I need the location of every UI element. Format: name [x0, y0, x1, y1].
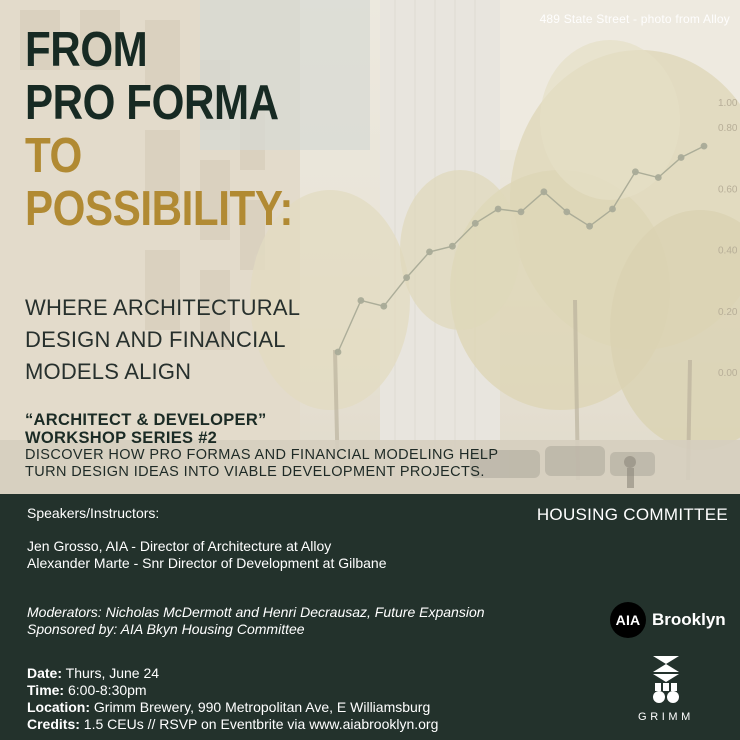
speakers-heading: Speakers/Instructors: [27, 505, 160, 521]
data-point [655, 174, 662, 181]
workshop-series: WORKSHOP SERIES #2 [25, 429, 218, 447]
data-point [586, 223, 593, 230]
title-line-possibility: POSSIBILITY: [25, 182, 293, 236]
y-tick-label: 0.80 [718, 123, 738, 135]
title [25, 24, 337, 236]
data-point [335, 349, 342, 356]
date-label: Date: [27, 665, 63, 681]
subtitle [25, 292, 300, 388]
workshop-name: “ARCHITECT & DEVELOPER” [25, 411, 267, 429]
time-value: 6:00-8:30pm [64, 682, 147, 698]
photo-credit: 489 State Street - photo from Alloy [539, 12, 730, 26]
title-line-to: TO [25, 129, 82, 183]
time-label: Time: [27, 682, 65, 698]
data-point [701, 143, 708, 150]
data-point [358, 297, 365, 304]
speaker-jen-grosso: Jen Grosso, AIA - Director of Architecture at Alloy [27, 538, 332, 554]
location-label: Location: [27, 699, 90, 715]
event-time [27, 682, 147, 699]
y-tick-label: 1.00 [718, 98, 738, 109]
workshop-description-1: DISCOVER HOW PRO FORMAS AND FINANCIAL MODELING HELP [25, 447, 499, 463]
subtitle-line-1: WHERE ARCHITECTURAL [25, 295, 301, 320]
aia-brooklyn-word: Brooklyn [652, 610, 726, 629]
y-tick-label: 0.00 [718, 368, 738, 379]
speaker-alexander-marte: Alexander Marte - Snr Director of Development at Gilbane [27, 555, 387, 571]
credits-value: 1.5 CEUs // RSVP on Eventbrite via www.aiabrooklyn.org [79, 716, 439, 732]
y-tick-label: 0.20 [718, 306, 738, 318]
info-panel [0, 494, 740, 740]
data-point [449, 243, 456, 250]
moderators: Moderators: Nicholas McDermott and Henri Decrausaz, Future Expansion [27, 604, 485, 620]
y-tick-label: 0.40 [718, 245, 738, 257]
credits-label: Credits: [27, 716, 80, 732]
workshop-info [25, 411, 498, 481]
date-value: Thurs, June 24 [62, 665, 160, 681]
data-point [632, 168, 639, 175]
data-point [403, 274, 410, 281]
data-point [380, 303, 387, 310]
title-line-pro-forma: PRO FORMA [25, 76, 279, 130]
subtitle-line-2: DESIGN AND FINANCIAL [25, 327, 286, 352]
event-location [27, 699, 430, 716]
data-point [426, 249, 433, 256]
event-date [27, 665, 159, 682]
subtitle-line-3: MODELS ALIGN [25, 359, 192, 384]
data-point [541, 188, 548, 195]
aia-brooklyn-logo [610, 602, 726, 638]
y-tick-label: 0.60 [718, 184, 738, 196]
grimm-mark-icon [643, 654, 689, 704]
data-point [495, 206, 502, 213]
workshop-description-2: TURN DESIGN IDEAS INTO VIABLE DEVELOPMENT PROJECTS. [25, 464, 485, 480]
data-point [472, 220, 479, 227]
title-line-from: FROM [25, 23, 148, 77]
data-point [563, 209, 570, 216]
sponsor: Sponsored by: AIA Bkyn Housing Committee [27, 621, 305, 637]
grimm-logo [628, 654, 704, 723]
data-point [518, 209, 525, 216]
event-credits [27, 716, 438, 733]
aia-mark: AIA [610, 602, 646, 638]
data-point [609, 206, 616, 213]
housing-committee-label: HOUSING COMMITTEE [536, 505, 728, 524]
grimm-word: GRIMM [638, 711, 694, 723]
data-point [678, 154, 685, 161]
location-value: Grimm Brewery, 990 Metropolitan Ave, E Williamsburg [90, 699, 431, 715]
